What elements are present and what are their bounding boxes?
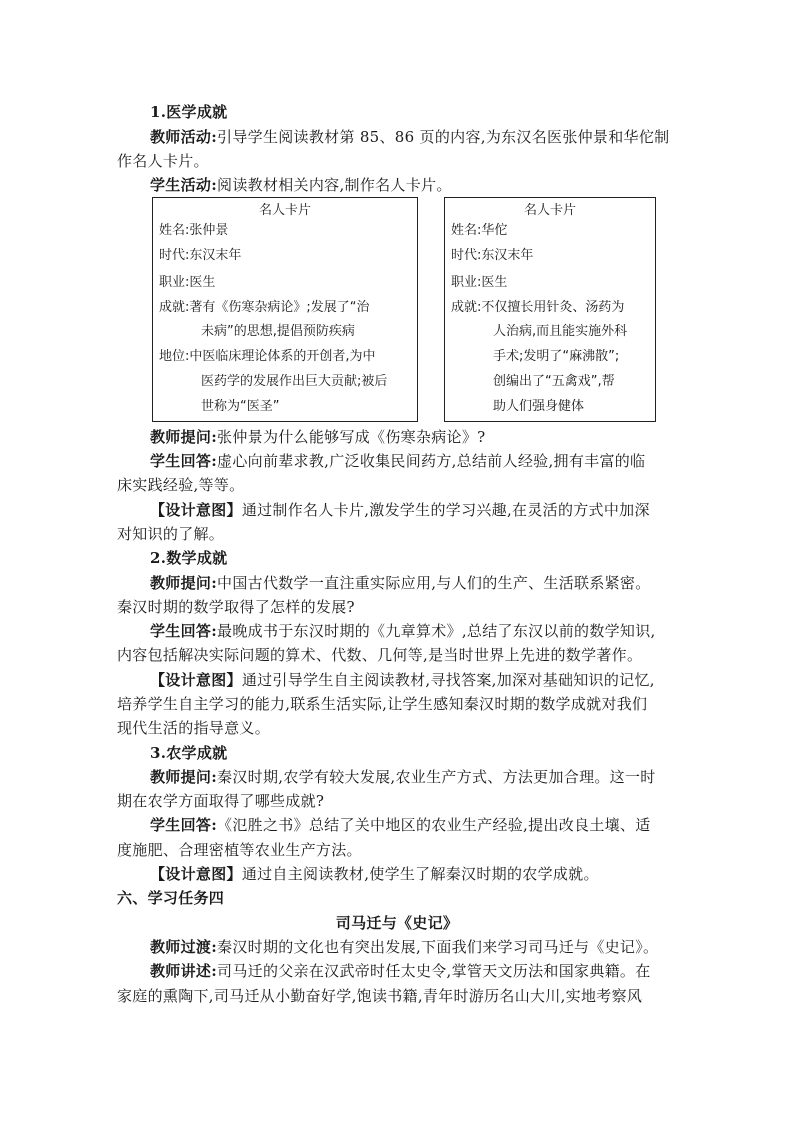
text-student-answer-cont: 床实践经验,等等。 (117, 476, 245, 494)
topic-title: 司马迁与《史记》 (335, 914, 459, 932)
card-era: 时代:东汉末年 (159, 248, 242, 263)
paragraph-teacher-question-1 (150, 427, 486, 447)
card-achievement-cont: 人治病,而且能实施外科 (493, 324, 628, 339)
text-teacher-narration: 司马迁的父亲在汉武帝时任太史令,掌管天文历法和国家典籍。在 (217, 962, 651, 980)
paragraph-teacher-narration (150, 961, 651, 981)
text-design-intent-cont: 对知识的了解。 (117, 525, 225, 543)
card-job: 职业:医生 (159, 275, 216, 290)
label-teacher-question: 教师提问: (150, 428, 218, 446)
text-design-intent-cont2: 现代生活的指导意义。 (117, 719, 271, 737)
paragraph-student-answer-1 (150, 451, 645, 471)
card-achievement-cont: 未病”的思想,提倡预防疾病 (201, 324, 355, 339)
celebrity-card-hua-tuo (444, 197, 656, 422)
text-student-answer: 《氾胜之书》总结了关中地区的农业生产经验,提出改良土壤、适 (217, 816, 651, 834)
card-name: 姓名:张仲景 (159, 223, 229, 238)
label-teacher-transition: 教师过渡: (150, 938, 218, 956)
card-achievement-cont4: 助人们强身健体 (493, 399, 585, 414)
paragraph-student-answer-2 (150, 621, 656, 641)
text-design-intent-cont: 培养学生自主学习的能力,联系生活实际,让学生感知秦汉时期的数学成就对我们 (117, 695, 648, 713)
card-job: 职业:医生 (451, 275, 508, 290)
paragraph-teacher-question-3 (150, 767, 656, 787)
card-position: 地位:中医临床理论体系的开创者,为中 (159, 349, 376, 364)
label-teacher-question: 教师提问: (150, 768, 218, 786)
text-teacher-activity: 引导学生阅读教材第 85、86 页的内容,为东汉名医张仲景和华佗制 (217, 128, 670, 146)
paragraph-design-intent-3 (150, 864, 599, 884)
paragraph-teacher-question-2 (150, 573, 651, 593)
text-teacher-transition: 秦汉时期的文化也有突出发展,下面我们来学习司马迁与《史记》。 (217, 938, 659, 956)
text-teacher-narration-cont: 家庭的熏陶下,司马迁从小勤奋好学,饱读书籍,青年时游历名山大川,实地考察风 (117, 987, 643, 1005)
text-design-intent: 通过制作名人卡片,激发学生的学习兴趣,在灵活的方式中加深 (241, 501, 650, 519)
label-student-answer: 学生回答: (150, 452, 218, 470)
label-student-answer: 学生回答: (150, 622, 218, 640)
label-teacher-activity: 教师活动: (150, 128, 218, 146)
label-teacher-question: 教师提问: (150, 574, 218, 592)
paragraph-student-activity (150, 175, 452, 195)
text-teacher-question: 秦汉时期,农学有较大发展,农业生产方式、方法更加合理。这一时 (217, 768, 656, 786)
section-3-title: 3.农学成就 (150, 744, 228, 762)
card-era: 时代:东汉末年 (451, 248, 534, 263)
label-teacher-narration: 教师讲述: (150, 962, 218, 980)
card-position-cont2: 世称为“医圣” (201, 399, 280, 414)
label-design-intent: 【设计意图】 (150, 671, 242, 689)
text-teacher-question-cont: 秦汉时期的数学取得了怎样的发展? (117, 598, 355, 616)
paragraph-student-answer-3 (150, 815, 651, 835)
card-achievement-cont3: 创编出了“五禽戏”,帮 (493, 374, 615, 389)
text-teacher-activity-cont: 作名人卡片。 (117, 152, 209, 170)
text-student-answer: 最晚成书于东汉时期的《九章算术》,总结了东汉以前的数学知识, (217, 622, 656, 640)
text-design-intent: 通过引导学生自主阅读教材,寻找答案,加深对基础知识的记忆, (241, 671, 655, 689)
text-teacher-question-cont: 期在农学方面取得了哪些成就? (117, 792, 325, 810)
label-student-activity: 学生活动: (150, 176, 218, 194)
paragraph-design-intent-1 (150, 500, 650, 520)
paragraph-teacher-transition (150, 937, 658, 957)
card-achievement: 成就:著有《伤寒杂病论》;发展了“治 (159, 300, 370, 315)
text-teacher-question: 中国古代数学一直注重实际应用,与人们的生产、生活联系紧密。 (217, 574, 651, 592)
text-student-answer: 虚心向前辈求教,广泛收集民间药方,总结前人经验,拥有丰富的临 (217, 452, 646, 470)
text-student-answer-cont: 度施肥、合理密植等农业生产方法。 (117, 841, 362, 859)
card-achievement-cont2: 手术;发明了“麻沸散”; (493, 349, 620, 364)
section-1-title: 1.医学成就 (150, 103, 228, 121)
card-title: 名人卡片 (258, 203, 311, 218)
label-design-intent: 【设计意图】 (150, 865, 242, 883)
paragraph-teacher-activity (150, 127, 669, 147)
text-design-intent: 通过自主阅读教材,使学生了解秦汉时期的农学成就。 (241, 865, 599, 883)
card-name: 姓名:华佗 (451, 223, 508, 238)
text-student-activity: 阅读教材相关内容,制作名人卡片。 (217, 176, 452, 194)
section-2-title: 2.数学成就 (150, 549, 228, 567)
learning-task-4-heading: 六、学习任务四 (117, 889, 225, 907)
card-title: 名人卡片 (523, 203, 576, 218)
paragraph-design-intent-2 (150, 670, 655, 690)
card-achievement: 成就:不仅擅长用针灸、汤药为 (451, 300, 625, 315)
celebrity-card-zhang-zhongjing (152, 197, 418, 422)
label-design-intent: 【设计意图】 (150, 501, 242, 519)
text-student-answer-cont: 内容包括解决实际问题的算术、代数、几何等,是当时世界上先进的数学著作。 (117, 646, 643, 664)
card-position-cont: 医药学的发展作出巨大贡献;被后 (201, 374, 388, 389)
label-student-answer: 学生回答: (150, 816, 218, 834)
text-teacher-question: 张仲景为什么能够写成《伤寒杂病论》? (217, 428, 486, 446)
